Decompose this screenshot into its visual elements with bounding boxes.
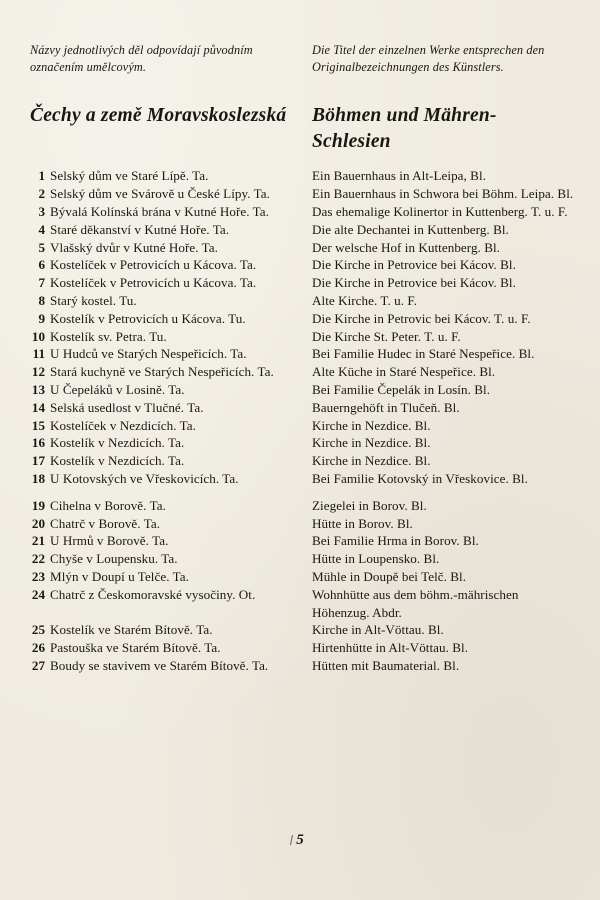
entry-title-czech: Stará kuchyně ve Starých Nespeřicích. Ta.: [50, 364, 274, 380]
entry-title-german: Alte Küche in Staré Nespeřice. Bl.: [312, 364, 496, 380]
entry-title-german: Kirche in Nezdice. Bl.: [312, 417, 431, 433]
table-row: [30, 515, 575, 533]
entry-title-german: Hütten mit Baumaterial. Bl.: [312, 657, 460, 673]
entry-title-czech: Starý kostel. Tu.: [50, 292, 137, 308]
table-row: [30, 470, 575, 488]
entry-title-german: Kirche in Alt-Vöttau. Bl.: [312, 622, 444, 638]
entry-number: 10: [31, 328, 45, 344]
entry-czech-cell: [30, 639, 312, 657]
catalog-entry-list: [30, 167, 575, 674]
entry-number: 16: [31, 435, 45, 451]
table-row: [30, 363, 575, 381]
entry-czech-cell: [30, 550, 312, 568]
entry-number: 27: [31, 657, 45, 673]
section-heading-german-wrap: [312, 103, 575, 154]
entry-czech-cell: [30, 434, 312, 452]
entry-czech-cell: [30, 239, 312, 257]
entry-number: 15: [31, 417, 45, 433]
table-row: [30, 568, 575, 586]
entry-title-german: Alte Kirche. T. u. F.: [312, 292, 417, 308]
section-heading-german: Böhmen und Mähren-Schlesien: [312, 104, 497, 152]
entry-title-czech: Kostelík v Petrovicích u Kácova. Tu.: [50, 310, 246, 326]
entry-number: 11: [32, 346, 45, 362]
entry-title-german: Ein Bauernhaus in Schwora bei Böhm. Leipa. Bl.: [312, 186, 574, 202]
entry-czech-cell: [30, 515, 312, 533]
entry-title-german: Die Kirche in Petrovice bei Kácov. Bl.: [312, 275, 516, 291]
table-row: [30, 550, 575, 568]
entry-czech-cell: [30, 256, 312, 274]
entry-title-german: Die Kirche in Petrovice bei Kácov. Bl.: [312, 257, 516, 273]
entry-czech-cell: [30, 568, 312, 586]
entry-title-czech: Kostelík v Nezdicích. Ta.: [50, 435, 185, 451]
entry-number: 9: [38, 310, 45, 326]
table-row: [30, 417, 575, 435]
entry-title-czech: U Hrmů v Borově. Ta.: [50, 533, 169, 549]
entry-title-german: Bei Familie Hrma in Borov. Bl.: [312, 533, 479, 549]
entry-title-czech: Vlašský dvůr v Kutné Hoře. Ta.: [50, 239, 218, 255]
entry-title-czech: Selský dům ve Svárově u České Lípy. Ta.: [50, 186, 270, 202]
entry-number: 17: [31, 453, 45, 469]
entry-number: 6: [38, 257, 45, 273]
entry-czech-cell: [30, 185, 312, 203]
entry-czech-cell: [30, 167, 312, 185]
entry-czech-cell: [30, 497, 312, 515]
entry-title-czech: Kostelík sv. Petra. Tu.: [50, 328, 167, 344]
table-row: [30, 639, 575, 657]
entry-number: 2: [38, 186, 45, 202]
entry-number: 4: [38, 221, 45, 237]
table-row: [30, 328, 575, 346]
entry-title-german: Hütte in Borov. Bl.: [312, 515, 413, 531]
entry-number: 18: [31, 470, 45, 486]
table-row: [30, 345, 575, 363]
entry-title-german: Das ehemalige Kolinertor in Kuttenberg. T. u. F.: [312, 203, 568, 219]
table-row: [30, 167, 575, 185]
section-heading-czech: Čechy a země Moravskoslezská: [30, 104, 287, 126]
entry-number: 23: [31, 568, 45, 584]
entry-title-german: Bauerngehöft in Tlučeň. Bl.: [312, 399, 460, 415]
entry-number: 8: [38, 292, 45, 308]
entry-title-german: Hirtenhütte in Alt-Vöttau. Bl.: [312, 640, 469, 656]
entry-title-german: Bei Familie Čepelák in Losín. Bl.: [312, 381, 491, 397]
entry-title-czech: Boudy se stavivem ve Starém Bítově. Ta.: [50, 657, 269, 673]
table-row: [30, 221, 575, 239]
entry-czech-cell: [30, 586, 312, 604]
entry-title-german: Bei Familie Hudec in Staré Nespeřice. Bl.: [312, 346, 535, 362]
entry-title-german: Kirche in Nezdice. Bl.: [312, 453, 431, 469]
entry-number: 3: [38, 203, 45, 219]
table-row: [30, 239, 575, 257]
entry-number: 13: [31, 381, 45, 397]
table-row: [30, 203, 575, 221]
entry-czech-cell: [30, 274, 312, 292]
entry-number: 26: [31, 640, 45, 656]
entry-number: 19: [31, 497, 45, 513]
entry-number: 22: [31, 551, 45, 567]
entry-title-czech: Selský dům ve Staré Lípě. Ta.: [50, 168, 209, 184]
entry-czech-cell: [30, 345, 312, 363]
entry-title-czech: U Čepeláků v Losině. Ta.: [50, 381, 185, 397]
entry-title-czech: Staré děkanství v Kutné Hoře. Ta.: [50, 221, 230, 237]
intro-note-czech: Názvy jednotlivých děl odpovídají původním označením umělcovým.: [30, 43, 253, 75]
entry-czech-cell: [30, 452, 312, 470]
entry-title-german: Hütte in Loupensko. Bl.: [312, 551, 440, 567]
entry-title-czech: U Kotovských ve Vřeskovicích. Ta.: [50, 470, 239, 486]
entry-czech-cell: [30, 328, 312, 346]
entry-title-german: Die alte Dechantei in Kuttenberg. Bl.: [312, 221, 509, 237]
entry-czech-cell: [30, 363, 312, 381]
entry-title-german: Ziegelei in Borov. Bl.: [312, 497, 427, 513]
entry-number: 5: [38, 239, 45, 255]
entry-number: 12: [31, 364, 45, 380]
section-headings: [30, 103, 575, 154]
entry-title-czech: Cihelna v Borově. Ta.: [50, 497, 166, 513]
entry-title-czech: Kostelíček v Nezdicích. Ta.: [50, 417, 196, 433]
entry-title-czech: Kostelík v Nezdicích. Ta.: [50, 453, 185, 469]
entry-czech-cell: [30, 381, 312, 399]
entry-number: 14: [31, 399, 45, 415]
entry-czech-cell: [30, 417, 312, 435]
entry-title-german: Die Kirche in Petrovic bei Kácov. T. u. F.: [312, 310, 531, 326]
table-row: [30, 532, 575, 550]
entry-title-czech: U Hudců ve Starých Nespeřicích. Ta.: [50, 346, 247, 362]
entry-title-czech: Mlýn v Doupí u Telče. Ta.: [50, 568, 189, 584]
intro-note-german: Die Titel der einzelnen Werke entsprechen den Originalbezeichnungen des Künstlers.: [312, 43, 545, 75]
entry-number: 25: [31, 622, 45, 638]
table-row: [30, 434, 575, 452]
entry-number: 20: [31, 515, 45, 531]
table-row: [30, 497, 575, 515]
entry-title-german: Kirche in Nezdice. Bl.: [312, 435, 431, 451]
entry-title-german: Mühle in Doupě bei Telč. Bl.: [312, 568, 467, 584]
entry-czech-cell: [30, 292, 312, 310]
entry-number: 21: [31, 533, 45, 549]
table-row: [30, 256, 575, 274]
entry-title-czech: Pastouška ve Starém Bítově. Ta.: [50, 640, 221, 656]
entry-czech-cell: [30, 221, 312, 239]
table-row: [30, 274, 575, 292]
table-row: [30, 292, 575, 310]
entry-number: 1: [38, 168, 45, 184]
entry-czech-cell: [30, 470, 312, 488]
table-row: [30, 621, 575, 639]
table-row: [30, 185, 575, 203]
table-row: [30, 399, 575, 417]
entry-number: 7: [38, 275, 45, 291]
entry-title-german: Die Kirche St. Peter. T. u. F.: [312, 328, 461, 344]
entry-czech-cell: [30, 621, 312, 639]
entry-title-czech: Chatrč v Borově. Ta.: [50, 515, 161, 531]
entry-title-czech: Selská usedlost v Tlučné. Ta.: [50, 399, 204, 415]
table-row: [30, 586, 575, 622]
entry-czech-cell: [30, 532, 312, 550]
entry-number: 24: [31, 586, 45, 602]
entry-title-czech: Kostelíček v Petrovicích u Kácova. Ta.: [50, 257, 257, 273]
entry-title-czech: Chyše v Loupensku. Ta.: [50, 551, 178, 567]
entry-czech-cell: [30, 657, 312, 675]
list-group-separator: [30, 488, 575, 497]
entry-title-german: Der welsche Hof in Kuttenberg. Bl.: [312, 239, 500, 255]
table-row: [30, 381, 575, 399]
table-row: [30, 310, 575, 328]
page-number: 5: [296, 832, 304, 848]
entry-title-czech: Kostelíček v Petrovicích u Kácova. Ta.: [50, 275, 257, 291]
table-row: [30, 452, 575, 470]
section-heading-czech-wrap: [30, 103, 312, 154]
entry-title-czech: Chatrč z Českomoravské vysočiny. Ot.: [50, 586, 256, 602]
entry-title-german: Wohnhütte aus dem böhm.-mährischen Höhenzug. Abdr.: [312, 586, 519, 620]
page-content: [30, 42, 575, 675]
entry-title-czech: Kostelík ve Starém Bítově. Ta.: [50, 622, 213, 638]
intro-note: [30, 42, 575, 77]
entry-title-german: Bei Familie Kotovský in Vřeskovice. Bl.: [312, 470, 528, 486]
entry-czech-cell: [30, 203, 312, 221]
entry-title-czech: Bývalá Kolínská brána v Kutné Hoře. Ta.: [50, 203, 269, 219]
entry-title-german: Ein Bauernhaus in Alt-Leipa, Bl.: [312, 168, 486, 184]
entry-czech-cell: [30, 399, 312, 417]
entry-czech-cell: [30, 310, 312, 328]
table-row: [30, 657, 575, 675]
